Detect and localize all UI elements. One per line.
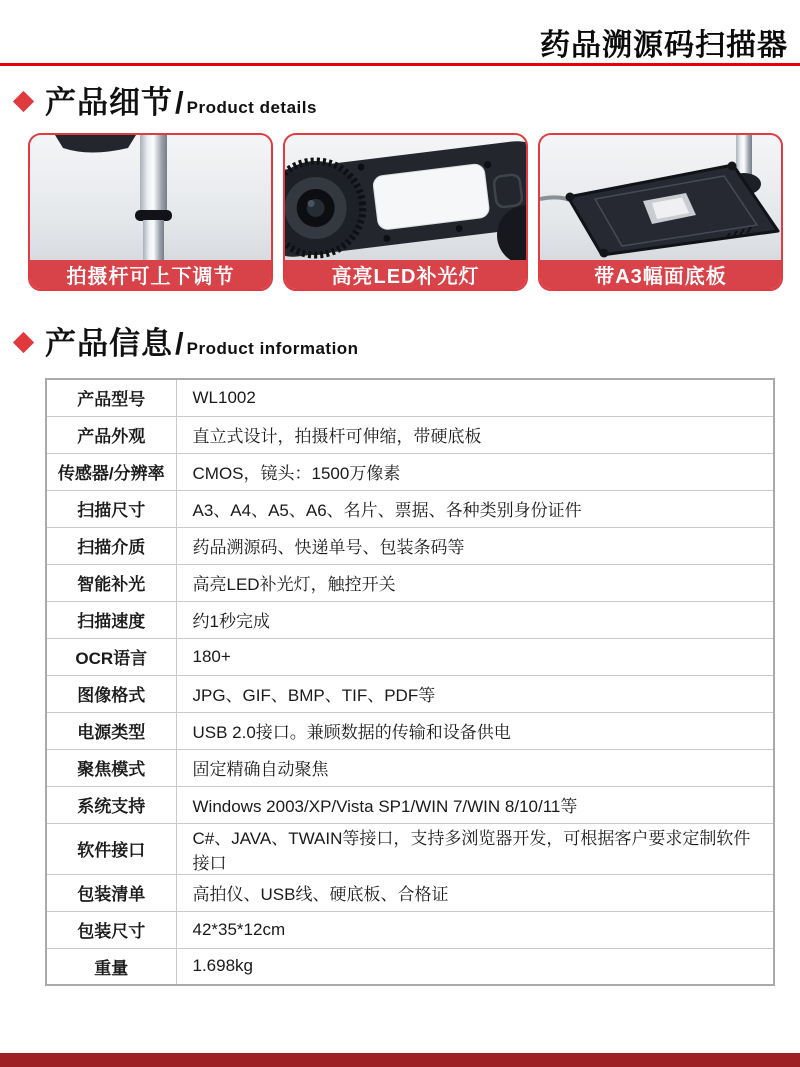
table-row: [46, 911, 774, 948]
section-header-product-information: [14, 327, 359, 361]
spec-label: 扫描介质: [46, 527, 176, 564]
table-row: [46, 712, 774, 749]
spec-value: WL1002: [176, 379, 774, 416]
table-row: [46, 453, 774, 490]
feature-card-row: [28, 133, 783, 291]
section-title-zh: 产品信息: [45, 326, 173, 361]
led-camera-head-photo: [285, 135, 526, 260]
section-title-zh: 产品细节: [45, 85, 173, 120]
feature-card-baseplate: [538, 133, 783, 291]
spec-value: 1.698kg: [176, 948, 774, 985]
footer-bar: [0, 1053, 800, 1067]
section-title-en: Product information: [186, 339, 359, 359]
section-header-product-details: [14, 86, 317, 120]
spec-value: 180+: [176, 638, 774, 675]
spec-label: 软件接口: [46, 823, 176, 874]
spec-label: 传感器/分辨率: [46, 453, 176, 490]
table-row: [46, 823, 774, 874]
feature-card-label: 高亮LED补光灯: [285, 260, 526, 289]
table-row: [46, 564, 774, 601]
spec-value: 高拍仪、USB线、硬底板、合格证: [176, 874, 774, 911]
spec-value: 药品溯源码、快递单号、包装条码等: [176, 527, 774, 564]
spec-label: 智能补光: [46, 564, 176, 601]
table-row: [46, 379, 774, 416]
spec-value: Windows 2003/XP/Vista SP1/WIN 7/WIN 8/10/11等: [176, 786, 774, 823]
slash-separator: /: [175, 85, 184, 120]
spec-label: 系统支持: [46, 786, 176, 823]
spec-label: 产品外观: [46, 416, 176, 453]
spec-value: C#、JAVA、TWAIN等接口，支持多浏览器开发，可根据客户要求定制软件接口: [176, 823, 774, 874]
feature-card-label: 带A3幅面底板: [540, 260, 781, 289]
spec-label: 包装清单: [46, 874, 176, 911]
diamond-icon: [13, 332, 34, 353]
spec-label: 扫描尺寸: [46, 490, 176, 527]
telescopic-pole-photo: [30, 135, 271, 260]
table-row: [46, 749, 774, 786]
table-row: [46, 601, 774, 638]
feature-card-led: [283, 133, 528, 291]
page-title: 药品溯源码扫描器: [540, 29, 788, 62]
diamond-icon: [13, 91, 34, 112]
table-row: [46, 490, 774, 527]
table-row: [46, 675, 774, 712]
table-row: [46, 416, 774, 453]
header-divider: [0, 63, 800, 66]
feature-card-pole: [28, 133, 273, 291]
table-row: [46, 948, 774, 985]
spec-label: 重量: [46, 948, 176, 985]
spec-value: 约1秒完成: [176, 601, 774, 638]
section-title-en: Product details: [186, 98, 317, 118]
spec-value: USB 2.0接口。兼顾数据的传输和设备供电: [176, 712, 774, 749]
feature-card-label: 拍摄杆可上下调节: [30, 260, 271, 289]
table-row: [46, 874, 774, 911]
spec-value: A3、A4、A5、A6、名片、票据、各种类别身份证件: [176, 490, 774, 527]
spec-value: 固定精确自动聚焦: [176, 749, 774, 786]
spec-value: 直立式设计，拍摄杆可伸缩，带硬底板: [176, 416, 774, 453]
spec-table: [45, 378, 775, 986]
table-row: [46, 786, 774, 823]
spec-label: 扫描速度: [46, 601, 176, 638]
spec-label: OCR语言: [46, 638, 176, 675]
spec-value: CMOS，镜头：1500万像素: [176, 453, 774, 490]
spec-label: 图像格式: [46, 675, 176, 712]
spec-label: 产品型号: [46, 379, 176, 416]
spec-label: 包装尺寸: [46, 911, 176, 948]
spec-label: 电源类型: [46, 712, 176, 749]
table-row: [46, 527, 774, 564]
a3-baseplate-photo: [540, 135, 781, 260]
spec-label: 聚焦模式: [46, 749, 176, 786]
spec-value: JPG、GIF、BMP、TIF、PDF等: [176, 675, 774, 712]
spec-value: 高亮LED补光灯，触控开关: [176, 564, 774, 601]
slash-separator: /: [175, 326, 184, 361]
table-row: [46, 638, 774, 675]
spec-value: 42*35*12cm: [176, 911, 774, 948]
